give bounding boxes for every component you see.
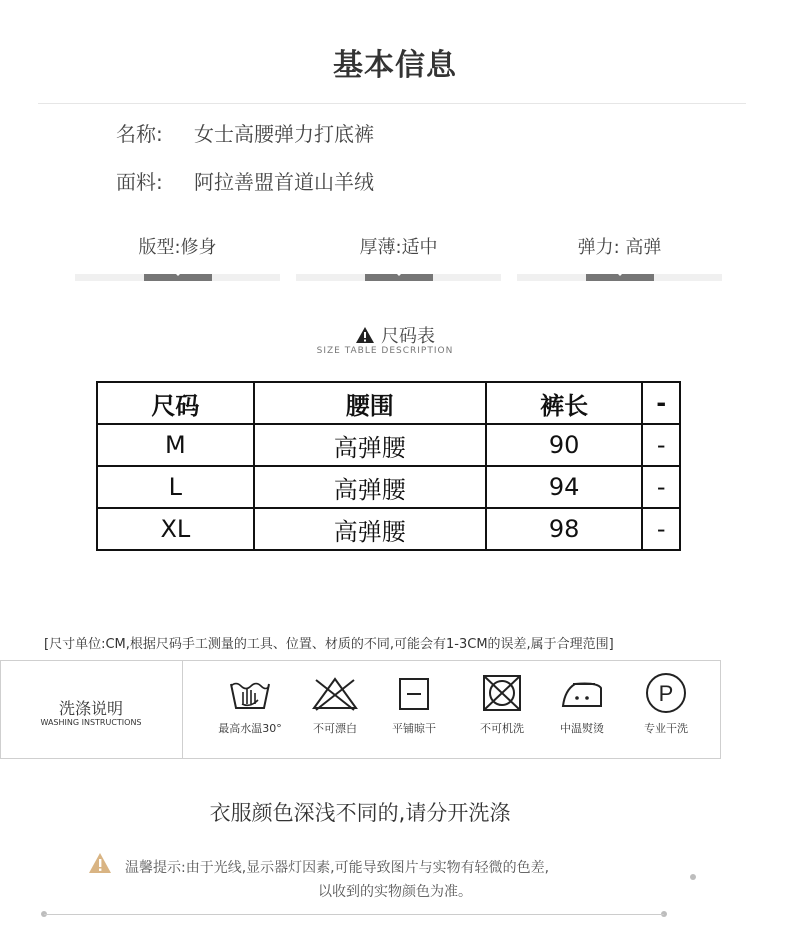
attr-elasticity-label: 弹力: 高弹	[577, 237, 662, 258]
tip-line-1: 温馨提示:由于光线,显示器灯因素,可能导致图片与实物有轻微的色差,	[125, 860, 550, 876]
size-table-header-row	[97, 382, 680, 424]
wash-item-label: 最高水温30°	[218, 722, 282, 735]
attr-fit-label: 版型:修身	[138, 237, 217, 258]
info-fabric-label: 面料:	[116, 170, 163, 194]
attr-fit-bar	[75, 274, 280, 281]
wash-item-hand-wash	[210, 674, 290, 736]
marker-notch	[174, 272, 182, 276]
size-cell: 高弹腰	[254, 466, 486, 508]
size-cell: -	[642, 508, 680, 550]
wash-item-no-bleach	[295, 674, 375, 736]
size-cell: 高弹腰	[254, 508, 486, 550]
size-table-heading	[0, 322, 790, 348]
attr-elasticity-marker	[586, 274, 654, 281]
size-table-subtitle: SIZE TABLE DESCRIPTION	[316, 346, 454, 356]
measurement-note: [尺寸单位:CM,根据尺码手工测量的工具、位置、材质的不同,可能会有1-3CM的误差,属于合理范围]	[44, 637, 614, 652]
size-cell: M	[97, 424, 254, 466]
wash-item-dry-clean	[626, 672, 706, 736]
info-name-value: 女士高腰弹力打底裤	[194, 122, 374, 146]
marker-notch	[395, 272, 403, 276]
info-fabric-row	[116, 166, 374, 195]
size-cell: L	[97, 466, 254, 508]
washing-divider	[182, 660, 183, 759]
wash-item-flat-dry	[374, 674, 454, 736]
decorative-dot	[690, 874, 696, 880]
attr-thickness-label: 厚薄:适中	[359, 237, 438, 258]
size-cell: 98	[486, 508, 643, 550]
no-machine-wash-icon	[480, 672, 524, 714]
info-name-row	[116, 118, 374, 147]
marker-notch	[616, 272, 624, 276]
page-title: 基本信息	[333, 48, 457, 83]
table-row	[97, 466, 680, 508]
iron-medium-icon	[557, 674, 607, 714]
wash-item-label: 不可漂白	[313, 722, 357, 735]
info-name-label: 名称:	[116, 122, 163, 146]
washing-subtitle: WASHING INSTRUCTIONS	[40, 718, 142, 727]
wash-item-no-machine-wash	[462, 672, 542, 736]
table-row	[97, 508, 680, 550]
size-table-title: 尺码表	[381, 326, 435, 347]
title-divider	[38, 103, 746, 104]
size-table	[96, 381, 681, 551]
size-cell: -	[642, 466, 680, 508]
size-header-cell: 腰围	[254, 382, 486, 424]
size-header-cell: -	[642, 382, 680, 424]
bottom-divider	[44, 914, 664, 915]
washing-title: 洗涤说明	[58, 699, 123, 718]
wash-item-label: 专业干洗	[644, 722, 688, 735]
size-header-cell: 裤长	[486, 382, 643, 424]
size-header-cell: 尺码	[97, 382, 254, 424]
wash-item-label: 中温熨烫	[560, 722, 604, 735]
info-fabric-value: 阿拉善盟首道山羊绒	[194, 170, 374, 194]
table-row	[97, 424, 680, 466]
attr-thickness-bar	[296, 274, 501, 281]
attr-elasticity-bar	[517, 274, 722, 281]
flat-dry-icon	[394, 674, 434, 714]
wash-item-label: 平铺晾干	[392, 722, 436, 735]
size-cell: XL	[97, 508, 254, 550]
size-cell: 90	[486, 424, 643, 466]
warning-triangle-icon	[88, 852, 112, 874]
size-cell: 94	[486, 466, 643, 508]
hand-wash-30-icon	[228, 674, 272, 714]
no-bleach-icon	[310, 674, 360, 714]
dry-clean-letter: P	[658, 681, 674, 706]
color-separation-note: 衣服颜色深浅不同的,请分开洗涤	[209, 801, 511, 825]
professional-dry-clean-icon	[644, 672, 688, 714]
attr-thickness-marker	[365, 274, 433, 281]
size-cell: -	[642, 424, 680, 466]
attr-fit-marker	[144, 274, 212, 281]
size-cell: 高弹腰	[254, 424, 486, 466]
wash-item-iron	[542, 674, 622, 736]
tip-line-2: 以收到的实物颜色为准。	[318, 884, 472, 900]
wash-item-label: 不可机洗	[480, 722, 524, 735]
warning-triangle-icon	[355, 326, 375, 344]
